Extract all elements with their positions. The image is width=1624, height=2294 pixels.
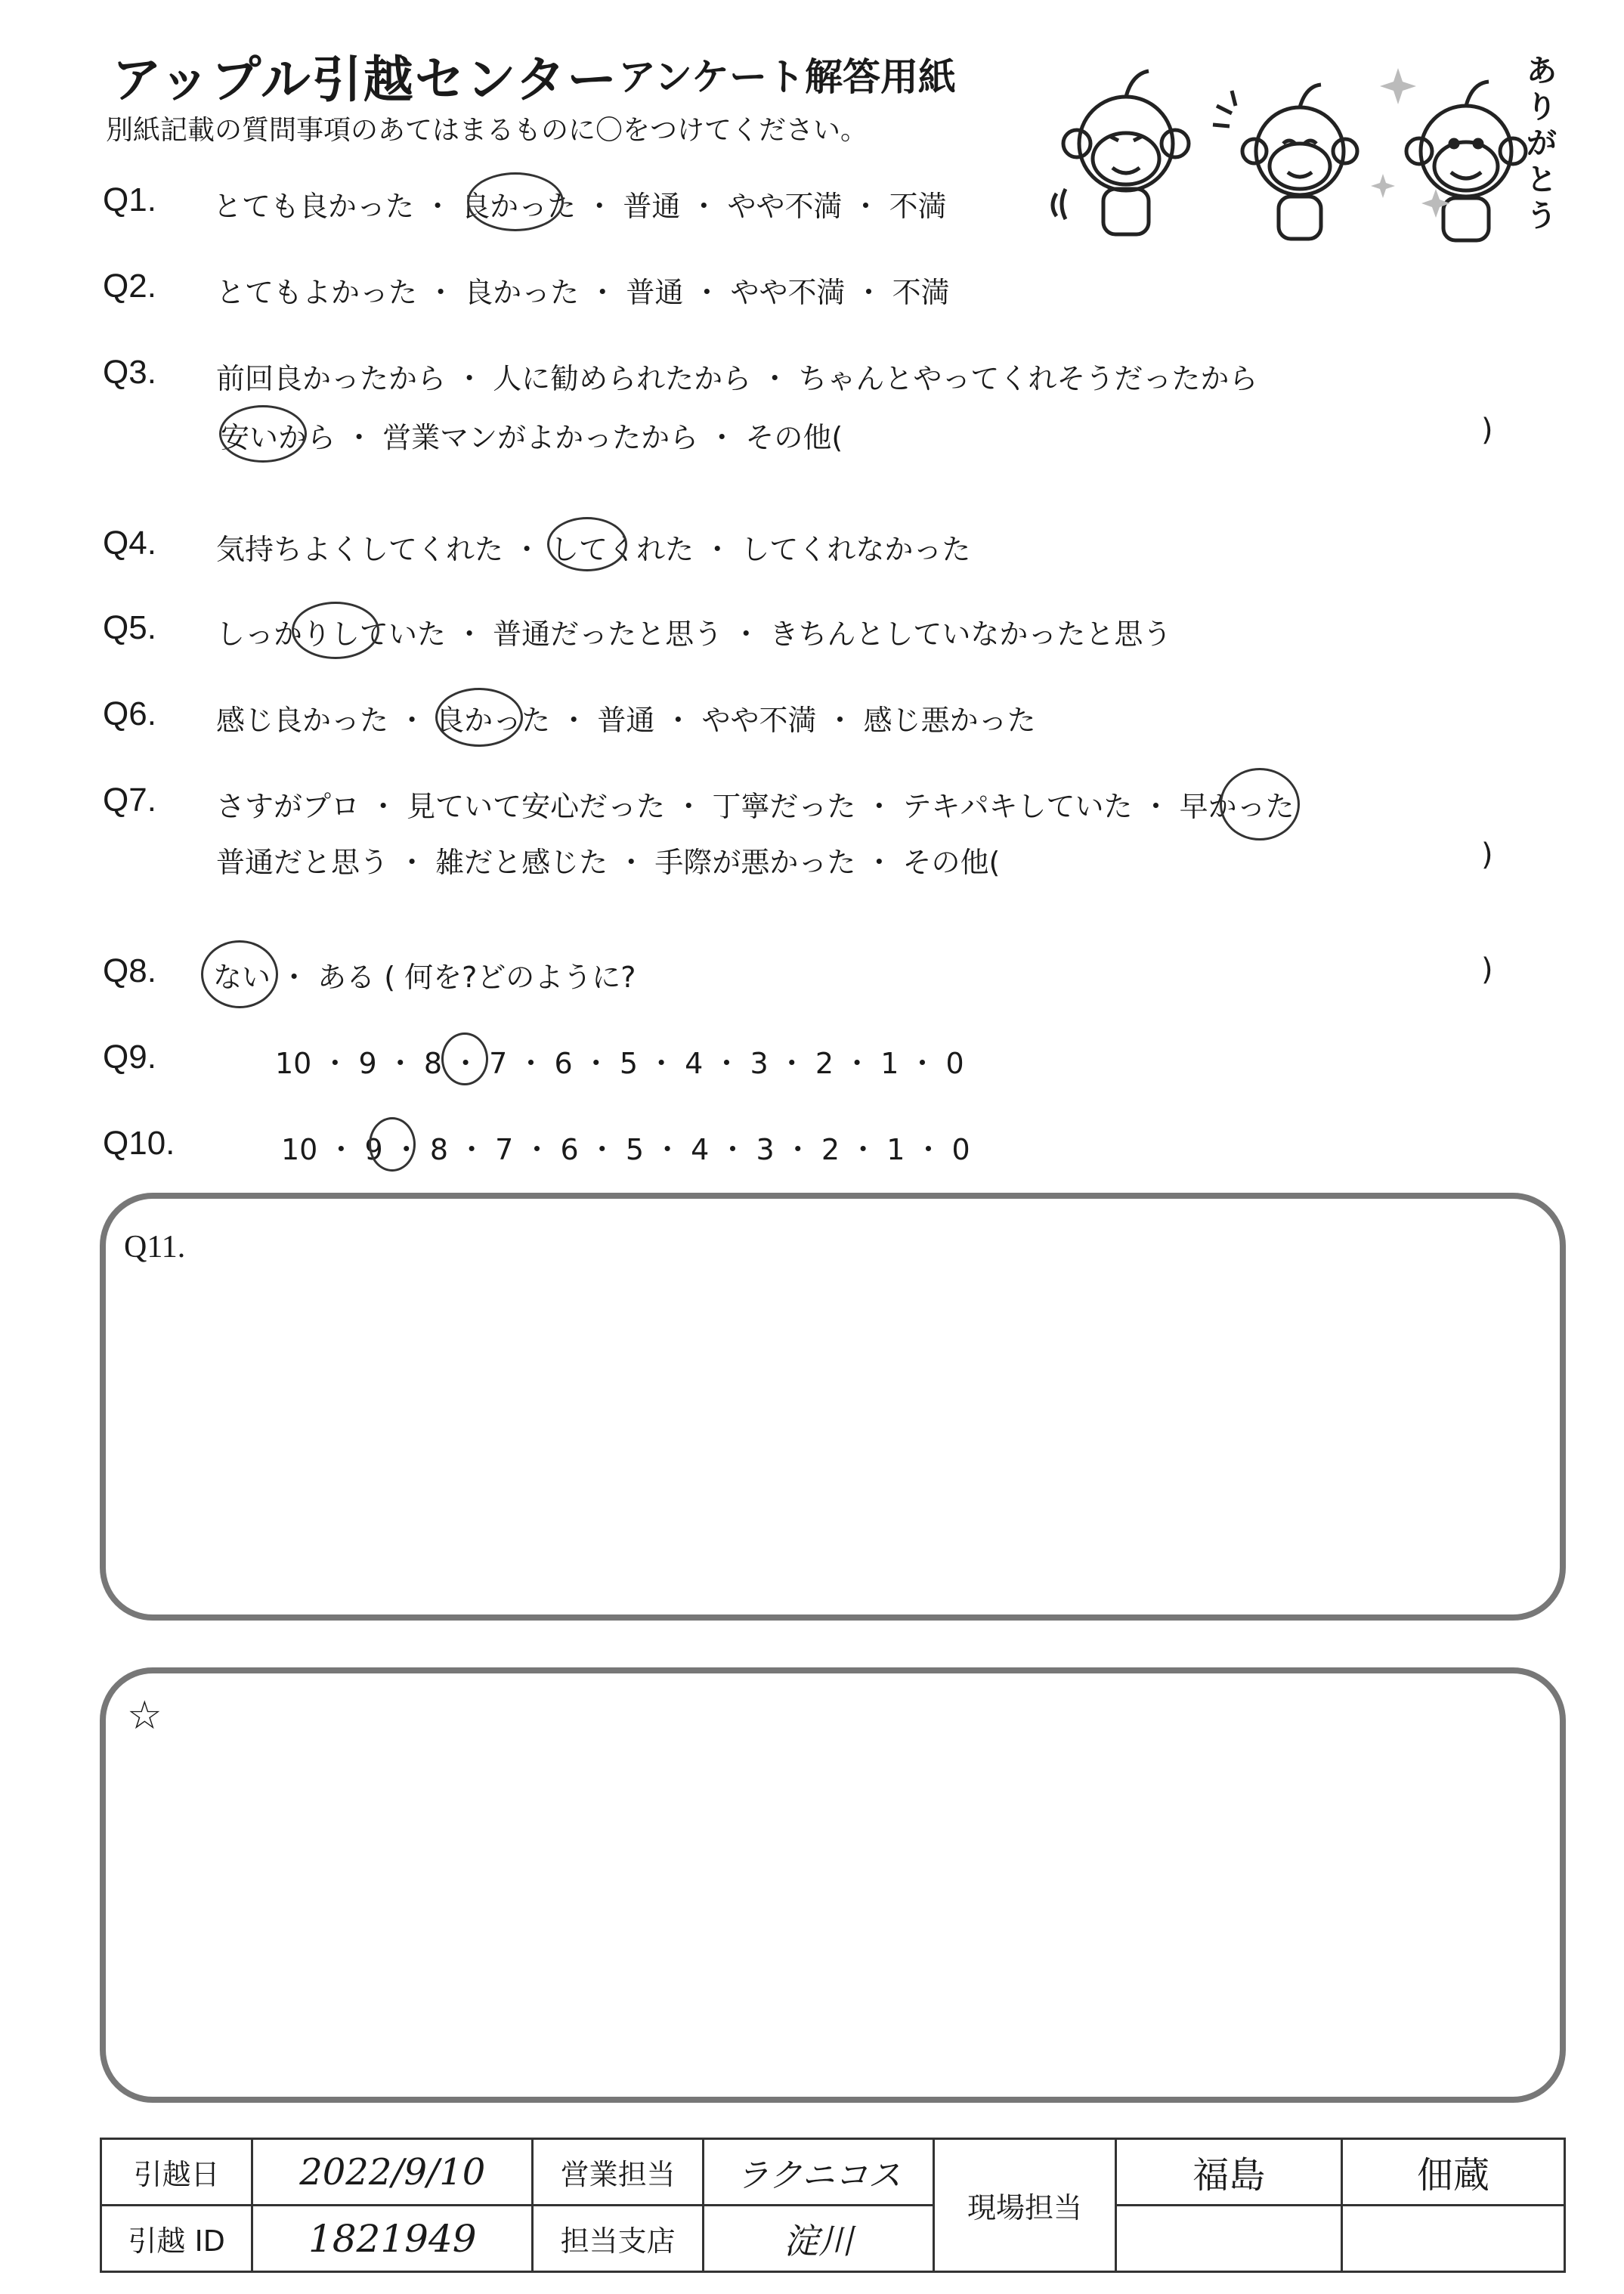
q3-answer-circle — [219, 405, 307, 463]
star-icon: ☆ — [127, 1695, 162, 1738]
q11-label: Q11. — [124, 1230, 186, 1265]
q2-label: Q2. — [103, 268, 156, 305]
q7-options-line1: さすがプロ ・ 見ていて安心だった ・ 丁寧だった ・ テキパキしていた ・ 早かった — [216, 790, 1295, 823]
q8-label: Q8. — [103, 952, 156, 989]
sales-staff-label: 営業担当 — [533, 2139, 704, 2206]
q10-label: Q10. — [103, 1125, 175, 1162]
q9-scale: 10 ・ 9 ・ 8 ・ 7 ・ 6 ・ 5 ・ 4 ・ 3 ・ 2 ・ 1 ・ 0 — [275, 1047, 964, 1080]
site-staff-empty-2 — [1342, 2206, 1565, 2272]
q7-options-line2: 普通だと思う ・ 雑だと感じた ・ 手際が悪かった ・ その他( — [216, 846, 1001, 879]
q6-label: Q6. — [103, 695, 156, 732]
q10-answer-circle — [369, 1117, 416, 1172]
instruction-text: 別紙記載の質問事項のあてはまるものに〇をつけてください。 — [106, 115, 868, 146]
q3-options-line2: 安いから ・ 営業マンがよかったから ・ その他( — [221, 421, 843, 454]
q4-options: 気持ちよくしてくれた ・ してくれた ・ してくれなかった — [216, 533, 971, 566]
q1-options: とても良かった ・ 良かった ・ 普通 ・ やや不満 ・ 不満 — [213, 190, 947, 223]
q6-options: 感じ良かった ・ 良かった ・ 普通 ・ やや不満 ・ 感じ悪かった — [216, 704, 1036, 737]
q9-label: Q9. — [103, 1039, 156, 1076]
moving-id-label: 引越 ID — [101, 2206, 252, 2272]
site-staff-label: 現場担当 — [933, 2139, 1116, 2272]
mascot-caption: ありがとう — [1527, 54, 1557, 234]
branch-value: 淀川 — [704, 2206, 934, 2272]
moving-date-label: 引越日 — [101, 2139, 252, 2206]
sales-staff-value: ラクニコス — [704, 2139, 934, 2206]
q9-answer-circle — [441, 1032, 488, 1085]
moving-date-value: 2022/9/10 — [252, 2139, 533, 2206]
q7-close-paren: ) — [1481, 837, 1493, 872]
q3-close-paren: ) — [1481, 413, 1493, 447]
q7-label: Q7. — [103, 782, 156, 819]
moving-id-value: 1821949 — [252, 2206, 533, 2272]
q1-answer-circle — [467, 172, 564, 231]
footer-info-table — [100, 2138, 1566, 2273]
site-staff-value-1: 福島 — [1116, 2139, 1342, 2206]
q4-label: Q4. — [103, 525, 156, 562]
q8-answer-circle — [201, 940, 278, 1008]
form-title: アンケート解答用紙 — [618, 55, 956, 99]
q5-label: Q5. — [103, 609, 156, 646]
q4-answer-circle — [547, 517, 627, 571]
q1-label: Q1. — [103, 181, 156, 218]
q6-answer-circle — [435, 688, 523, 747]
q3-options-line1: 前回良かったから ・ 人に勧められたから ・ ちゃんとやってくれそうだったから — [216, 362, 1258, 395]
q10-scale: 10 ・ 9 ・ 8 ・ 7 ・ 6 ・ 5 ・ 4 ・ 3 ・ 2 ・ 1 ・ 0 — [281, 1133, 970, 1166]
monkey-icon — [1213, 85, 1357, 239]
mascot-illustration — [1043, 38, 1572, 249]
q2-options: とてもよかった ・ 良かった ・ 普通 ・ やや不満 ・ 不満 — [216, 276, 950, 309]
q8-close-paren: ) — [1481, 952, 1493, 987]
q5-options: しっかりしていた ・ 普通だったと思う ・ きちんとしていなかったと思う — [216, 618, 1172, 651]
company-title: アップル引越センター — [112, 51, 619, 109]
q7-answer-circle — [1220, 768, 1300, 841]
monkey-icon — [1053, 71, 1189, 234]
star-comment-box[interactable] — [100, 1667, 1566, 2103]
site-staff-empty-1 — [1116, 2206, 1342, 2272]
site-staff-value-2: 佃蔵 — [1342, 2139, 1565, 2206]
monkey-icon — [1406, 82, 1526, 240]
q8-options: ない ・ ある ( 何を?どのように? — [213, 961, 636, 994]
q3-label: Q3. — [103, 354, 156, 391]
q11-comment-box[interactable] — [100, 1193, 1566, 1621]
branch-label: 担当支店 — [533, 2206, 704, 2272]
q5-answer-circle — [292, 602, 379, 659]
